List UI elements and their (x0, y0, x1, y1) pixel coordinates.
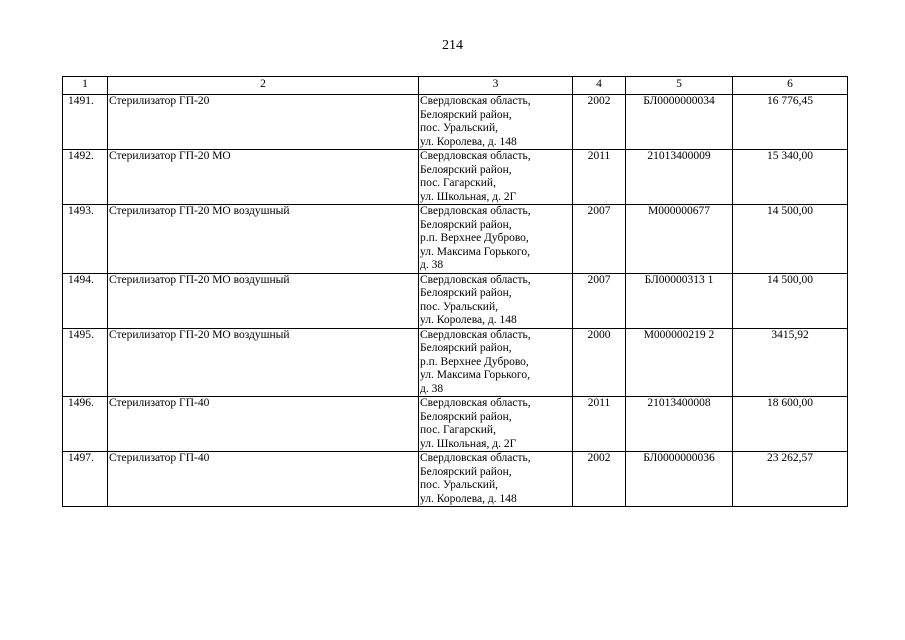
item-address (419, 452, 573, 507)
column-header: 5 (626, 77, 733, 95)
row-number: 1491. (63, 95, 108, 150)
address-line: ул. Королева, д. 148 (420, 135, 517, 148)
table-row (63, 95, 848, 150)
inventory-number: М000000677 (626, 205, 733, 274)
row-number: 1495. (63, 328, 108, 397)
row-number: 1492. (63, 150, 108, 205)
item-address (419, 150, 573, 205)
item-cost: 16 776,45 (733, 95, 848, 150)
address-line: Свердловская область, (420, 328, 531, 341)
table-row (63, 397, 848, 452)
item-address (419, 273, 573, 328)
item-address (419, 95, 573, 150)
item-year: 2011 (573, 150, 626, 205)
item-cost: 23 262,57 (733, 452, 848, 507)
table-row (63, 328, 848, 397)
address-line: Свердловская область, (420, 150, 531, 162)
address-line: д. 38 (420, 259, 444, 271)
address-line: пос. Уральский, (420, 479, 498, 491)
address-line: пос. Уральский, (420, 300, 498, 313)
column-header: 6 (733, 77, 848, 95)
column-header: 1 (63, 77, 108, 95)
address-line: Белоярский район, (420, 465, 512, 478)
inventory-number: БЛ00000313 1 (626, 273, 733, 328)
item-name: Стерилизатор ГП-20 МО воздушный (108, 273, 419, 328)
table-row (63, 150, 848, 205)
item-cost: 18 600,00 (733, 397, 848, 452)
item-cost: 3415,92 (733, 328, 848, 397)
column-header: 3 (419, 77, 573, 95)
inventory-number: 21013400008 (626, 397, 733, 452)
inventory-number: БЛ0000000034 (626, 95, 733, 150)
address-line: ул. Школьная, д. 2Г (420, 190, 517, 203)
table-header-row (63, 77, 848, 95)
address-line: Свердловская область, (420, 452, 531, 464)
address-line: Свердловская область, (420, 273, 531, 286)
address-line: Свердловская область, (420, 95, 531, 107)
address-line: Белоярский район, (420, 410, 512, 423)
item-year: 2011 (573, 397, 626, 452)
inventory-number: БЛ0000000036 (626, 452, 733, 507)
column-header: 4 (573, 77, 626, 95)
row-number: 1496. (63, 397, 108, 452)
table-row (63, 452, 848, 507)
item-year: 2002 (573, 95, 626, 150)
row-number: 1497. (63, 452, 108, 507)
address-line: ул. Королева, д. 148 (420, 314, 517, 326)
table-row (63, 273, 848, 328)
address-line: д. 38 (420, 382, 444, 395)
address-line: Белоярский район, (420, 218, 512, 231)
address-line: Белоярский район, (420, 108, 512, 121)
item-name: Стерилизатор ГП-40 (108, 452, 419, 507)
item-cost: 14 500,00 (733, 205, 848, 274)
item-cost: 14 500,00 (733, 273, 848, 328)
row-number: 1494. (63, 273, 108, 328)
address-line: Свердловская область, (420, 397, 531, 409)
address-line: ул. Максима Горького, (420, 245, 530, 258)
column-header: 2 (108, 77, 419, 95)
item-year: 2007 (573, 273, 626, 328)
item-address (419, 328, 573, 397)
table-row (63, 205, 848, 274)
item-name: Стерилизатор ГП-40 (108, 397, 419, 452)
item-year: 2007 (573, 205, 626, 274)
item-name: Стерилизатор ГП-20 МО воздушный (108, 205, 419, 274)
address-line: р.п. Верхнее Дуброво, (420, 232, 529, 244)
item-address (419, 397, 573, 452)
row-number: 1493. (63, 205, 108, 274)
item-year: 2000 (573, 328, 626, 397)
address-line: Свердловская область, (420, 205, 531, 217)
inventory-number: 21013400009 (626, 150, 733, 205)
address-line: р.п. Верхнее Дуброво, (420, 355, 529, 368)
address-line: ул. Королева, д. 148 (420, 492, 517, 505)
address-line: Белоярский район, (420, 342, 512, 354)
item-name: Стерилизатор ГП-20 МО воздушный (108, 328, 419, 397)
address-line: ул. Максима Горького, (420, 369, 530, 381)
address-line: Белоярский район, (420, 287, 512, 299)
property-registry-table (62, 76, 848, 507)
item-name: Стерилизатор ГП-20 МО (108, 150, 419, 205)
address-line: ул. Школьная, д. 2Г (420, 437, 517, 450)
page-number: 214 (442, 38, 463, 53)
item-cost: 15 340,00 (733, 150, 848, 205)
address-line: пос. Гагарский, (420, 177, 496, 189)
address-line: пос. Уральский, (420, 122, 498, 134)
address-line: пос. Гагарский, (420, 424, 496, 436)
item-name: Стерилизатор ГП-20 (108, 95, 419, 150)
address-line: Белоярский район, (420, 163, 512, 176)
item-address (419, 205, 573, 274)
item-year: 2002 (573, 452, 626, 507)
inventory-number: М000000219 2 (626, 328, 733, 397)
